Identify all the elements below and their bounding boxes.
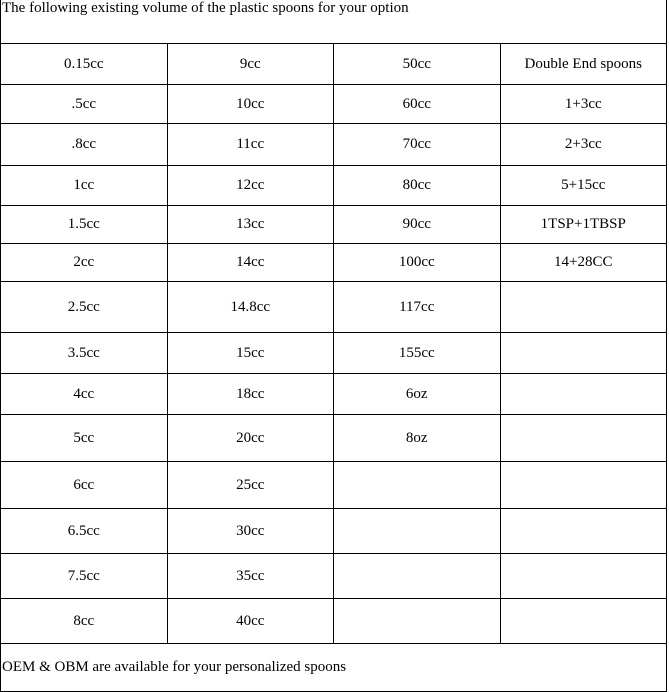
table-cell: 70cc xyxy=(334,124,501,166)
table-cell: 1.5cc xyxy=(1,206,168,244)
table-cell: 18cc xyxy=(167,374,334,415)
table-cell: 3.5cc xyxy=(1,333,168,374)
table-cell: 8oz xyxy=(334,415,501,462)
table-row xyxy=(1,374,667,415)
table-cell: 80cc xyxy=(334,166,501,206)
table-title: The following existing volume of the plastic spoons for your option xyxy=(1,0,667,44)
table-cell: 60cc xyxy=(334,85,501,124)
table-cell: 117cc xyxy=(334,282,501,333)
table-cell: 1+3cc xyxy=(500,85,667,124)
table-cell: 6cc xyxy=(1,462,168,509)
table-cell: Double End spoons xyxy=(500,44,667,85)
table-cell xyxy=(334,599,501,644)
title-row xyxy=(1,0,667,44)
table-cell xyxy=(500,599,667,644)
table-cell: 2.5cc xyxy=(1,282,168,333)
footer-row xyxy=(1,644,667,692)
table-row xyxy=(1,124,667,166)
table-cell: 7.5cc xyxy=(1,554,168,599)
table-cell: 30cc xyxy=(167,509,334,554)
table-cell: 155cc xyxy=(334,333,501,374)
table-cell: 20cc xyxy=(167,415,334,462)
table-cell: 5cc xyxy=(1,415,168,462)
table-row xyxy=(1,333,667,374)
table-cell: 14+28CC xyxy=(500,244,667,282)
table-cell: 14cc xyxy=(167,244,334,282)
table-cell: 6oz xyxy=(334,374,501,415)
table-cell xyxy=(334,509,501,554)
table-cell: 35cc xyxy=(167,554,334,599)
table-row xyxy=(1,509,667,554)
table-cell: 1cc xyxy=(1,166,168,206)
table-cell: 15cc xyxy=(167,333,334,374)
table-cell: .5cc xyxy=(1,85,168,124)
table-cell: 2+3cc xyxy=(500,124,667,166)
table-cell: 90cc xyxy=(334,206,501,244)
table-cell: 11cc xyxy=(167,124,334,166)
table-cell: 6.5cc xyxy=(1,509,168,554)
table-row xyxy=(1,206,667,244)
table-cell: 4cc xyxy=(1,374,168,415)
table-cell: 12cc xyxy=(167,166,334,206)
table-cell xyxy=(500,554,667,599)
table-cell: 8cc xyxy=(1,599,168,644)
table-cell: .8cc xyxy=(1,124,168,166)
table-cell xyxy=(500,509,667,554)
table-cell: 0.15cc xyxy=(1,44,168,85)
table-row xyxy=(1,415,667,462)
table-row xyxy=(1,85,667,124)
table-cell: 9cc xyxy=(167,44,334,85)
table-cell: 100cc xyxy=(334,244,501,282)
table-row xyxy=(1,44,667,85)
table-cell: 25cc xyxy=(167,462,334,509)
table-cell: 5+15cc xyxy=(500,166,667,206)
table-cell xyxy=(500,282,667,333)
table-cell: 13cc xyxy=(167,206,334,244)
table-cell: 14.8cc xyxy=(167,282,334,333)
table-row xyxy=(1,166,667,206)
table-cell xyxy=(500,374,667,415)
table-cell xyxy=(500,333,667,374)
table-cell xyxy=(500,415,667,462)
table-row xyxy=(1,554,667,599)
table-cell xyxy=(500,462,667,509)
table-cell: 40cc xyxy=(167,599,334,644)
table-cell: 1TSP+1TBSP xyxy=(500,206,667,244)
table-footer-note: OEM & OBM are available for your personalized spoons xyxy=(1,644,667,692)
table-row xyxy=(1,599,667,644)
table-cell: 2cc xyxy=(1,244,168,282)
table-cell: 50cc xyxy=(334,44,501,85)
table-row xyxy=(1,244,667,282)
table-cell xyxy=(334,462,501,509)
table-cell xyxy=(334,554,501,599)
table-row xyxy=(1,462,667,509)
table-row xyxy=(1,282,667,333)
table-cell: 10cc xyxy=(167,85,334,124)
